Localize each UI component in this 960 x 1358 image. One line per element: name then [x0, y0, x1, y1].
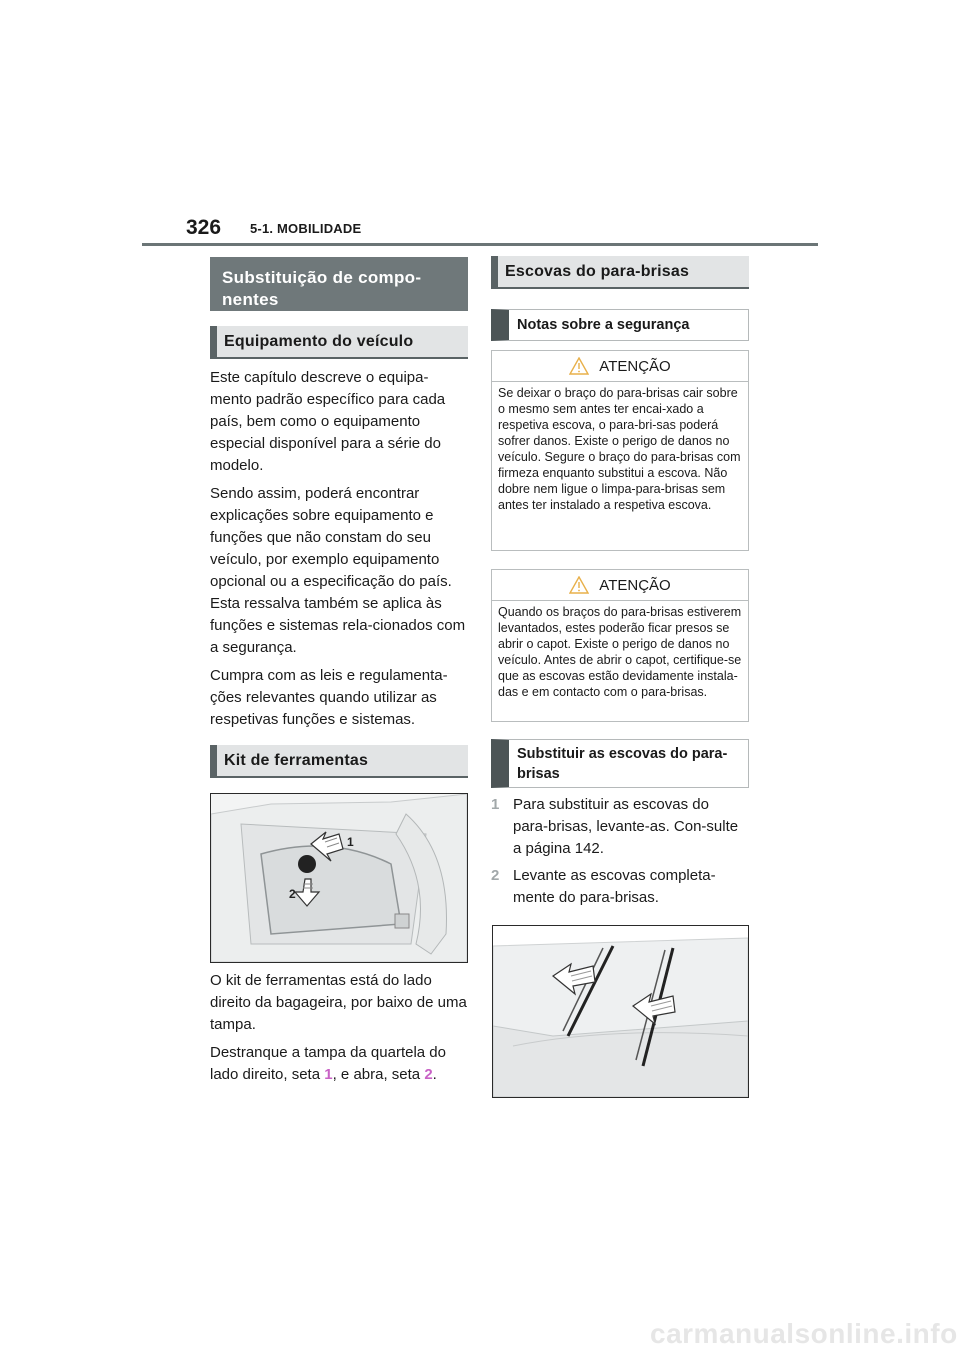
arrow-ref-1: 1: [324, 1066, 333, 1083]
hinge: [395, 914, 409, 928]
page-number: 326: [186, 216, 222, 239]
watermark: carmanualsonline.info: [650, 1318, 958, 1349]
arrow-ref-2: 2: [424, 1066, 433, 1083]
warning-triangle-icon: [569, 576, 589, 594]
subsection-heading-kit: [210, 745, 468, 778]
text-run: .: [432, 1066, 437, 1083]
warning-title: ATENÇÃO: [599, 357, 671, 375]
warning-header: [492, 351, 748, 382]
section-heading-text: Substituição de compo-nentes: [222, 268, 422, 309]
warning-triangle-icon: [569, 357, 589, 375]
step-1: [491, 794, 749, 860]
warning-title: ATENÇÃO: [599, 576, 671, 594]
subheading-text: Substituir as escovas do para-brisas: [517, 745, 728, 782]
subsection-heading-escovas: [491, 256, 749, 289]
subheading-seguranca: [491, 309, 749, 341]
toolkit-figure: [210, 793, 468, 963]
step-2: [491, 865, 749, 911]
subheading-text: Notas sobre a segurança: [517, 317, 690, 333]
step-text: Levante as escovas completa-mente do para-brisas.: [513, 867, 716, 906]
step-number: 1: [491, 796, 500, 813]
subsection-heading-text: Equipamento do veículo: [224, 332, 414, 350]
subsection-heading-text: Escovas do para-brisas: [505, 262, 690, 280]
chapter-title: 5-1. MOBILIDADE: [250, 221, 362, 236]
toolkit-text: [210, 970, 468, 1092]
warning-box-2: [491, 569, 749, 722]
text-run: Destranque a tampa da quartela do lado direito, seta: [210, 1044, 446, 1083]
step-text: Para substituir as escovas do para-brisas, levante-as. Con-sulte a página 142.: [513, 796, 739, 857]
subsection-heading-equipamento: [210, 326, 468, 359]
wiper-figure: [492, 925, 749, 1098]
windshield-illustration: [493, 926, 748, 1097]
step-number: 2: [491, 867, 500, 884]
warning-text: Se deixar o braço do para-brisas cair sobre o mesmo sem antes ter encai-xado a respetiva escova, o para-bri-sas poderá sofrer danos. Existe o perigo de danos no veículo. Segure o braço do para-brisas com firmeza enquanto substitui a escova. Não dobre nem ligue o limpa-para-brisas sem antes ter instalado a respetiva escova.: [498, 386, 741, 512]
subsection-heading-text: Kit de ferramentas: [224, 751, 369, 769]
warning-header: [492, 570, 748, 601]
paragraph: O kit de ferramentas está do lado direito da bagageira, por baixo de uma tampa.: [210, 972, 467, 1033]
warning-text: Quando os braços do para-brisas estiverem levantados, estes poderão ficar presos se abrir o capot. Existe o perigo de danos no veículo. Antes de abrir o capot, certifique-se que as escovas estão devidamente instala-das e em contacto com o para-brisas.: [498, 605, 742, 699]
subheading-substituir: [491, 739, 749, 788]
trunk-illustration: [211, 794, 467, 962]
text-run: , e abra, seta: [332, 1066, 425, 1083]
header-divider: [142, 243, 818, 246]
paragraph: [210, 1042, 468, 1086]
paragraph: Cumpra com as leis e regulamenta-ções relevantes quando utilizar as respetivas funções e sistemas.: [210, 667, 448, 728]
section-heading-substituicao: [210, 257, 468, 311]
figure-label-1: 1: [347, 835, 354, 849]
intro-text: [210, 367, 468, 737]
warning-box-1: [491, 350, 749, 551]
paragraph: Sendo assim, poderá encontrar explicações sobre equipamento e funções que não constam do seu veículo, por exemplo equipamento opcional ou a especificação do país. Esta ressalva também se aplica às funções e sistemas rela-cionados com a segurança.: [210, 485, 466, 656]
figure-label-2: 2: [289, 887, 296, 901]
paragraph: Este capítulo descreve o equipa-mento padrão específico para cada país, bem como o equipamento especial disponível para a série do modelo.: [210, 369, 446, 474]
lock-knob: [298, 855, 316, 873]
